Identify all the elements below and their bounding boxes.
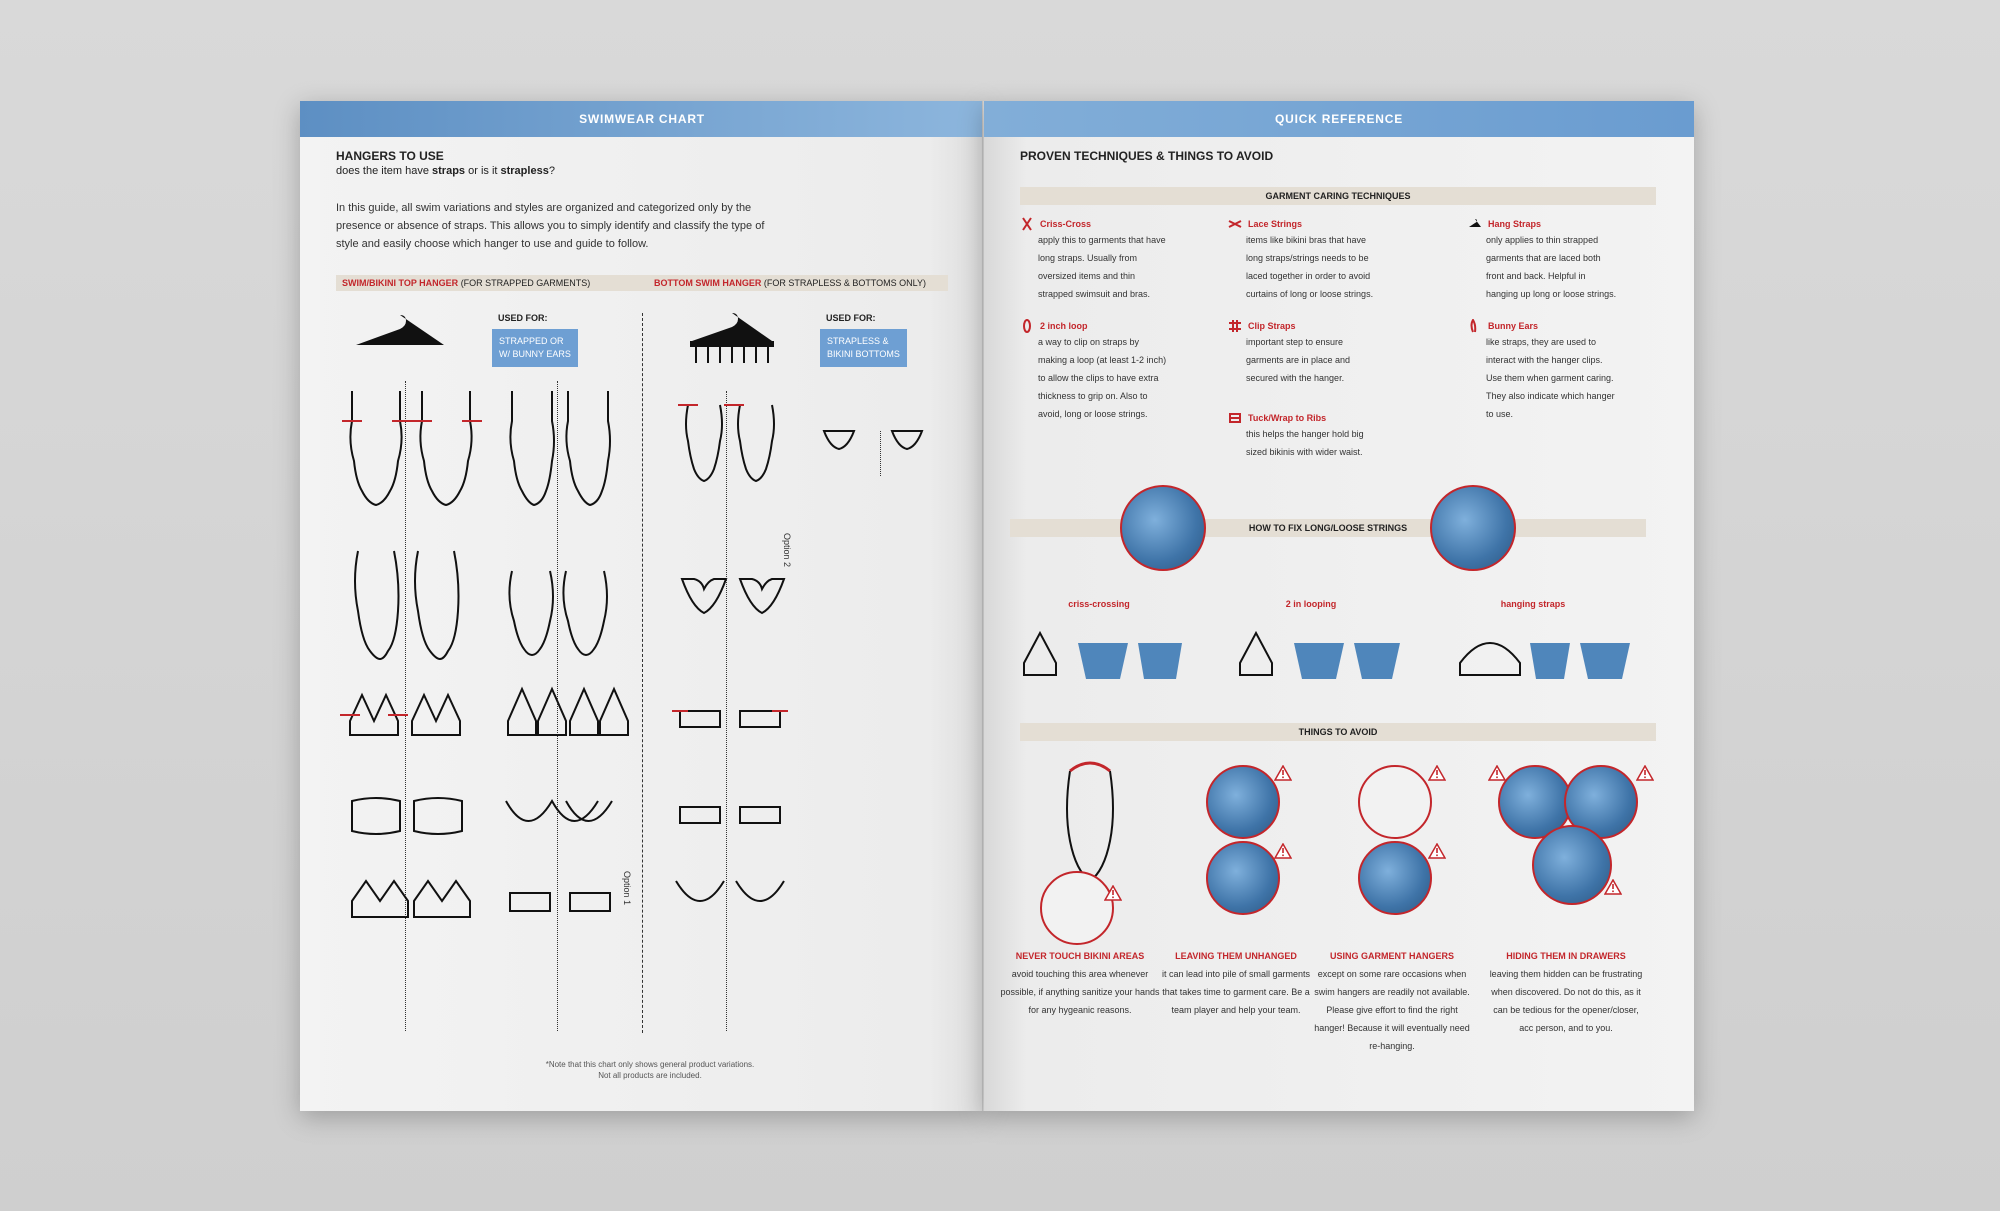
tuck-icon bbox=[1228, 411, 1242, 425]
technique-tuck-wrap: Tuck/Wrap to Ribs this helps the hanger hold big sized bikinis with wider waist. bbox=[1228, 411, 1378, 461]
clip-icon bbox=[1228, 319, 1242, 333]
hangers-heading: HANGERS TO USE bbox=[336, 149, 444, 163]
criss-cross-icon bbox=[1020, 217, 1034, 231]
avoid-photo-2a bbox=[1206, 765, 1280, 839]
fix-label-hanging-straps: hanging straps bbox=[1500, 599, 1566, 609]
bunny-ears-icon bbox=[1468, 319, 1482, 333]
warning-icon bbox=[1488, 765, 1506, 781]
bottom-hanger-label: BOTTOM SWIM HANGER (FOR STRAPLESS & BOTTOMS ONLY) bbox=[654, 278, 927, 288]
fix-photo-2 bbox=[1430, 485, 1516, 571]
avoid-title-2: LEAVING THEM UNHANGED bbox=[1175, 951, 1297, 961]
warning-icon bbox=[1104, 885, 1122, 901]
warning-icon bbox=[1604, 879, 1622, 895]
avoid-desc-2: it can lead into pile of small garments that takes time to garment care. Be a team player and help your team. bbox=[1161, 969, 1311, 1015]
technique-2-inch-loop: 2 inch loop a way to clip on straps by making a loop (at least 1-2 inch) to allow the clips to have extra thickness to grip on. Also to avoid, long or loose strings. bbox=[1020, 319, 1170, 423]
avoid-photo-2b bbox=[1206, 841, 1280, 915]
warning-icon bbox=[1428, 765, 1446, 781]
avoid-photo-3b bbox=[1358, 841, 1432, 915]
hang-icon bbox=[1468, 217, 1482, 231]
bottom-hanger-icon bbox=[684, 311, 780, 367]
fix-illustrations bbox=[1014, 613, 1654, 693]
top-hanger-icon bbox=[352, 311, 448, 351]
used-for-box-2: STRAPLESS & BIKINI BOTTOMS bbox=[820, 329, 907, 367]
fix-photo-1 bbox=[1120, 485, 1206, 571]
lace-icon bbox=[1228, 217, 1242, 231]
avoid-photo-4c bbox=[1532, 825, 1612, 905]
warning-icon bbox=[1274, 843, 1292, 859]
used-for-label-1: USED FOR: bbox=[498, 313, 548, 323]
technique-bunny-ears: Bunny Ears like straps, they are used to interact with the hanger clips. Use them when garment caring. They also indicate which hanger to use. bbox=[1468, 319, 1618, 423]
avoid-title-1: NEVER TOUCH BIKINI AREAS bbox=[1015, 951, 1145, 961]
option-1-label: Option 1 bbox=[622, 871, 632, 906]
techniques-title: PROVEN TECHNIQUES & THINGS TO AVOID bbox=[1020, 149, 1274, 163]
avoid-desc-3: except on some rare occasions when swim hangers are readily not available. Please give effort to find the right hanger! Because it will eventually need re-hanging. bbox=[1314, 969, 1470, 1051]
swimwear-chart-banner: SWIMWEAR CHART bbox=[300, 101, 984, 137]
warning-icon bbox=[1274, 765, 1292, 781]
chart-footnote: *Note that this chart only shows general product variations. Not all products are included. bbox=[545, 1060, 755, 1080]
technique-clip-straps: Clip Straps important step to ensure garments are in place and secured with the hanger. bbox=[1228, 319, 1378, 387]
loop-icon bbox=[1020, 319, 1034, 333]
quick-reference-banner: QUICK REFERENCE bbox=[984, 101, 1694, 137]
left-page bbox=[300, 101, 984, 1111]
avoid-desc-1: avoid touching this area whenever possible, if anything sanitize your hands for any hygeanic reasons. bbox=[1000, 969, 1160, 1015]
used-for-box-1: STRAPPED OR W/ BUNNY EARS bbox=[492, 329, 578, 367]
hanger-labels-bar bbox=[336, 275, 948, 291]
garment-caring-header: GARMENT CARING TECHNIQUES bbox=[1020, 187, 1656, 205]
fix-label-criss-crossing: criss-crossing bbox=[1068, 599, 1130, 609]
things-to-avoid-header: THINGS TO AVOID bbox=[1020, 723, 1656, 741]
option-2-label: Option 2 bbox=[782, 533, 792, 568]
technique-hang-straps: Hang Straps only applies to thin strapped garments that are laced both front and back. Helpful in hanging up long or loose strings. bbox=[1468, 217, 1618, 303]
hangers-question: does the item have straps or is it strapless? bbox=[336, 165, 555, 177]
technique-lace-strings: Lace Strings items like bikini bras that have long straps/strings needs to be laced together in order to avoid curtains of long or loose strings. bbox=[1228, 217, 1378, 303]
avoid-title-3: USING GARMENT HANGERS bbox=[1329, 951, 1454, 961]
technique-criss-cross: Criss-Cross apply this to garments that have long straps. Usually from oversized items and thin strapped swimsuit and bras. bbox=[1020, 217, 1170, 303]
avoid-title-4: HIDING THEM IN DRAWERS bbox=[1506, 951, 1626, 961]
avoid-photo-3a bbox=[1358, 765, 1432, 839]
avoid-desc-4: leaving them hidden can be frustrating when discovered. Do not do this, as it can be tedious for the opener/closer, acc person, and to you. bbox=[1489, 969, 1643, 1033]
fix-label-2in-looping: 2 in looping bbox=[1285, 599, 1337, 609]
used-for-label-2: USED FOR: bbox=[826, 313, 876, 323]
intro-paragraph: In this guide, all swim variations and styles are organized and categorized only by the presence or absence of straps. This allows you to simply identify and classify the type of style and easily choose which hanger to use and guide to follow. bbox=[336, 202, 765, 250]
avoid-photo-1 bbox=[1040, 871, 1114, 945]
right-page bbox=[984, 101, 1694, 1111]
warning-icon bbox=[1428, 843, 1446, 859]
fix-strings-header: HOW TO FIX LONG/LOOSE STRINGS bbox=[1010, 519, 1646, 537]
garment-illustrations bbox=[300, 381, 984, 1041]
top-hanger-label: SWIM/BIKINI TOP HANGER (FOR STRAPPED GARMENTS) bbox=[342, 278, 591, 288]
warning-icon bbox=[1636, 765, 1654, 781]
